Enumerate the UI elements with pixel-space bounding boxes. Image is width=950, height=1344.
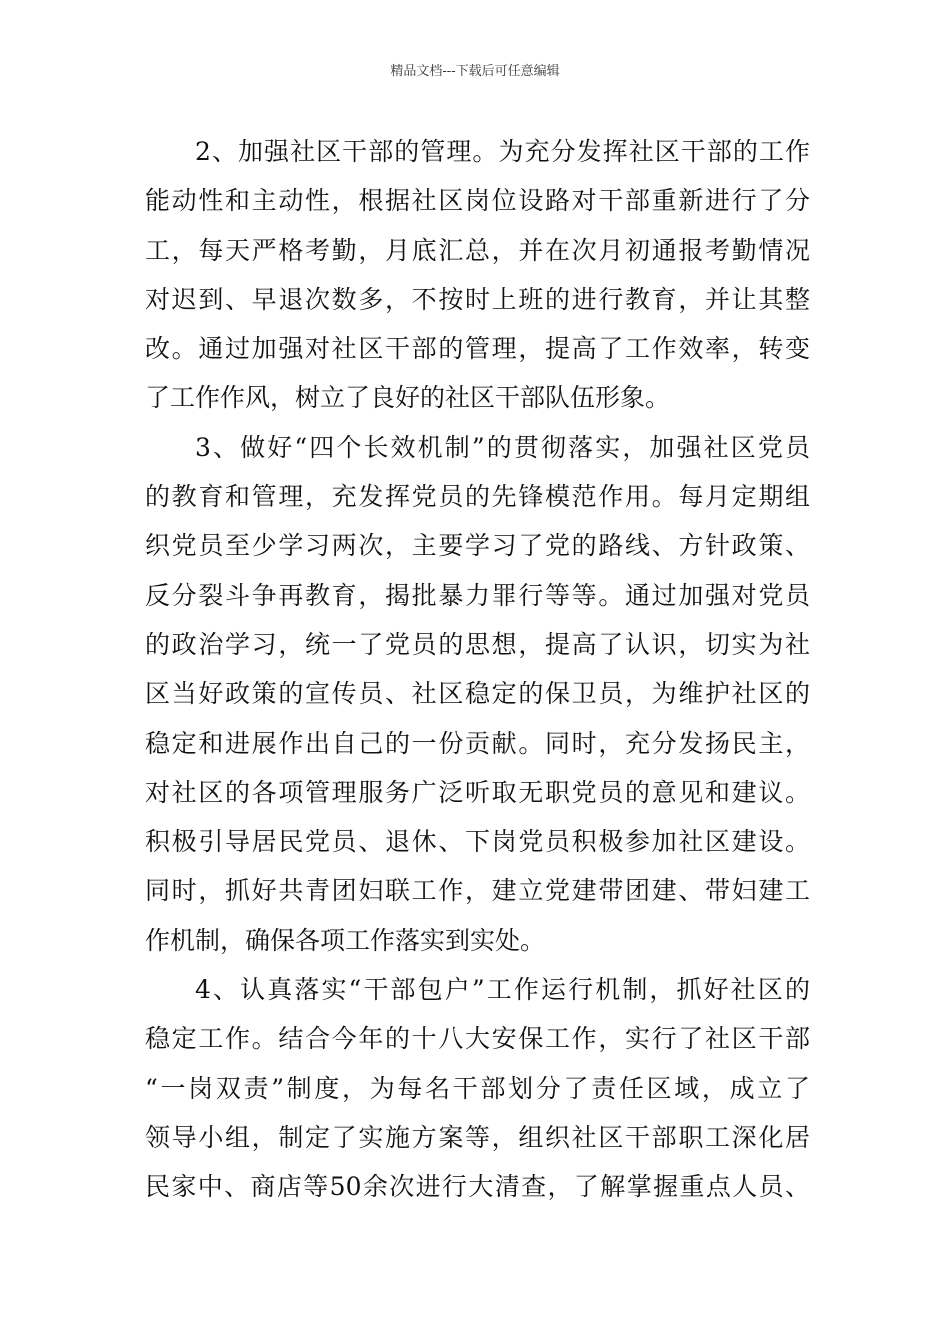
- text-line: 的教育和管理，充发挥党员的先锋模范作用。每月定期组: [145, 482, 810, 512]
- text-line: 能动性和主动性，根据社区岗位设路对干部重新进行了分: [145, 186, 810, 216]
- text-line: 民家中、商店等50余次进行大清查，了解掌握重点人员、: [145, 1172, 810, 1202]
- paragraph-1: [145, 127, 810, 423]
- text-line: 4、认真落实“干部包户”工作运行机制，抓好社区的: [195, 975, 810, 1005]
- document-body: [145, 127, 810, 1212]
- text-line: 3、做好“四个长效机制”的贯彻落实，加强社区党员: [195, 432, 810, 462]
- text-line: 区当好政策的宣传员、社区稳定的保卫员，为维护社区的: [145, 679, 810, 709]
- page-header: 精品文档---下载后可任意编辑: [390, 64, 560, 79]
- text-line: 领导小组，制定了实施方案等，组织社区干部职工深化居: [145, 1122, 810, 1152]
- text-line: “一岗双责”制度，为每名干部划分了责任区域，成立了: [145, 1073, 810, 1103]
- text-line: 对社区的各项管理服务广泛听取无职党员的意见和建议。: [145, 777, 810, 807]
- text-line: 工，每天严格考勤，月底汇总，并在次月初通报考勤情况: [145, 235, 810, 265]
- text-line: 改。通过加强对社区干部的管理，提高了工作效率，转变: [145, 334, 810, 364]
- text-line: 稳定和进展作出自己的一份贡献。同时，充分发扬民主，: [145, 728, 810, 758]
- text-line: 同时，抓好共青团妇联工作，建立党建带团建、带妇建工: [145, 876, 810, 906]
- paragraph-3: [145, 965, 810, 1211]
- paragraph-2: [145, 423, 810, 965]
- text-line: 了工作作风，树立了良好的社区干部队伍形象。: [145, 383, 671, 413]
- text-line: 织党员至少学习两次，主要学习了党的路线、方针政策、: [145, 531, 810, 561]
- text-line: 作机制，确保各项工作落实到实处。: [145, 925, 546, 955]
- text-line: 的政治学习，统一了党员的思想，提高了认识，切实为社: [145, 629, 810, 659]
- text-line: 稳定工作。结合今年的十八大安保工作，实行了社区干部: [145, 1024, 810, 1054]
- text-line: 对迟到、早退次数多，不按时上班的进行教育，并让其整: [145, 284, 810, 314]
- text-line: 反分裂斗争再教育，揭批暴力罪行等等。通过加强对党员: [145, 580, 810, 610]
- text-line: 2、加强社区干部的管理。为充分发挥社区干部的工作: [195, 137, 810, 166]
- text-line: 积极引导居民党员、退休、下岗党员积极参加社区建设。: [145, 827, 810, 857]
